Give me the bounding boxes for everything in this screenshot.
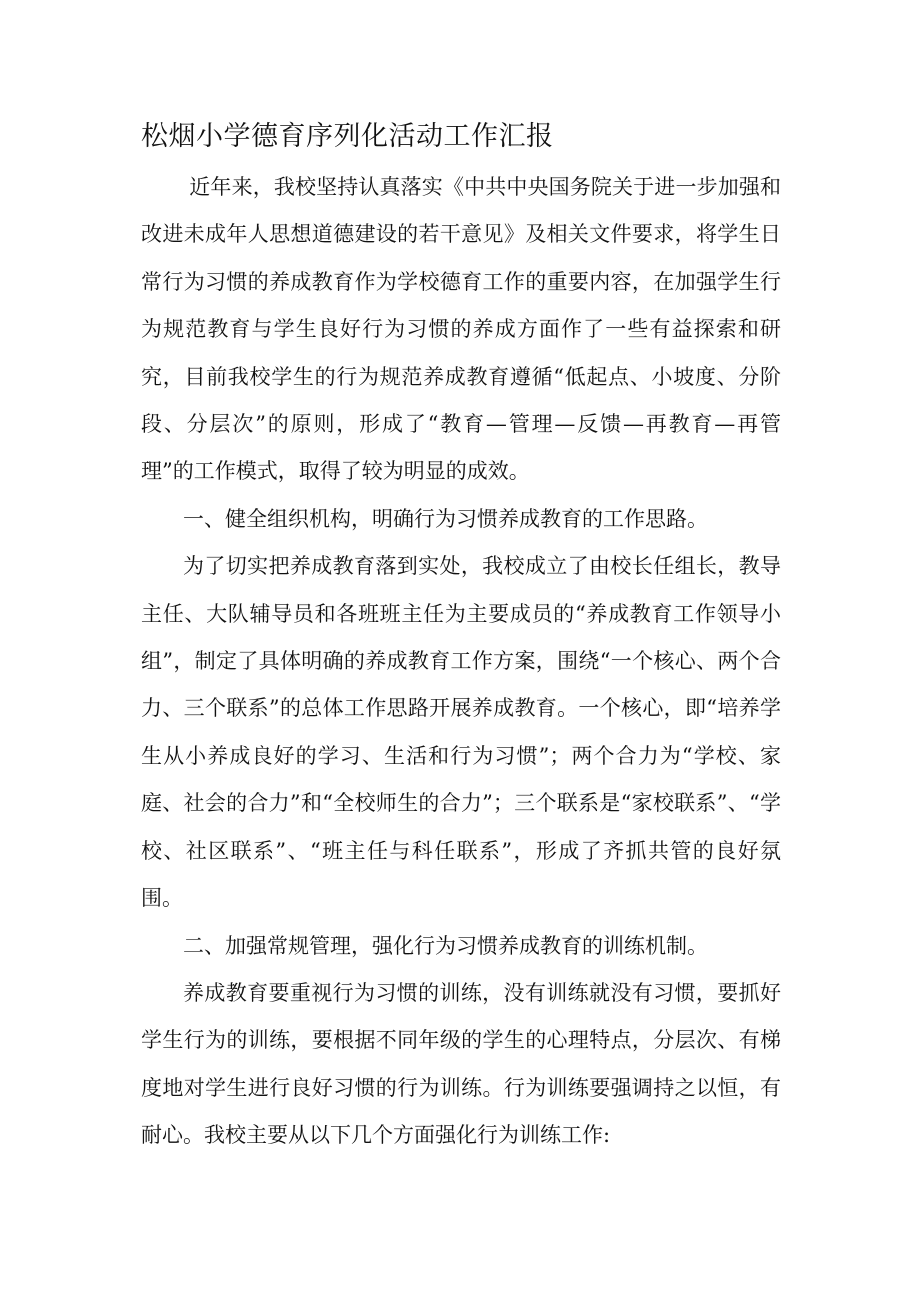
document-body — [141, 164, 781, 1160]
section-heading-2: 二、加强常规管理，强化行为习惯养成教育的训练机制。 — [183, 933, 708, 958]
section-1-paragraph: 为了切实把养成教育落到实处，我校成立了由校长任组长，教导主任、大队辅导员和各班班主任为主要成员的“养成教育工作领导小组”，制定了具体明确的养成教育工作方案，围绕“一个核心、两个合力、三个联系”的总体工作思路开展养成教育。一个核心，即“培养学生从小养成良好的学习、生活和行为习惯”；两个合力为“学校、家庭、社会的合力”和“全校师生的合力”；三个联系是“家校联系”、“学校、社区联系”、“班主任与科任联系”，形成了齐抓共管的良好氛围。 — [141, 554, 781, 911]
intro-paragraph: 近年来，我校坚持认真落实《中共中央国务院关于进一步加强和改进未成年人思想道德建设的若干意见》及相关文件要求，将学生日常行为习惯的养成教育作为学校德育工作的重要内容，在加强学生行为规范教育与学生良好行为习惯的养成方面作了一些有益探索和研究，目前我校学生的行为规范养成教育遵循“低起点、小坡度、分阶段、分层次”的原则，形成了“教育—管理—反馈—再教育—再管理”的工作模式，取得了较为明显的成效。 — [141, 175, 781, 484]
document-title: 松烟小学德育序列化活动工作汇报 — [141, 121, 554, 152]
section-2-paragraph: 养成教育要重视行为习惯的训练，没有训练就没有习惯，要抓好学生行为的训练，要根据不同年级的学生的心理特点，分层次、有梯度地对学生进行良好习惯的行为训练。行为训练要强调持之以恒，有耐心。我校主要从以下几个方面强化行为训练工作: — [141, 980, 781, 1148]
section-heading-1: 一、健全组织机构，明确行为习惯养成教育的工作思路。 — [183, 506, 708, 531]
